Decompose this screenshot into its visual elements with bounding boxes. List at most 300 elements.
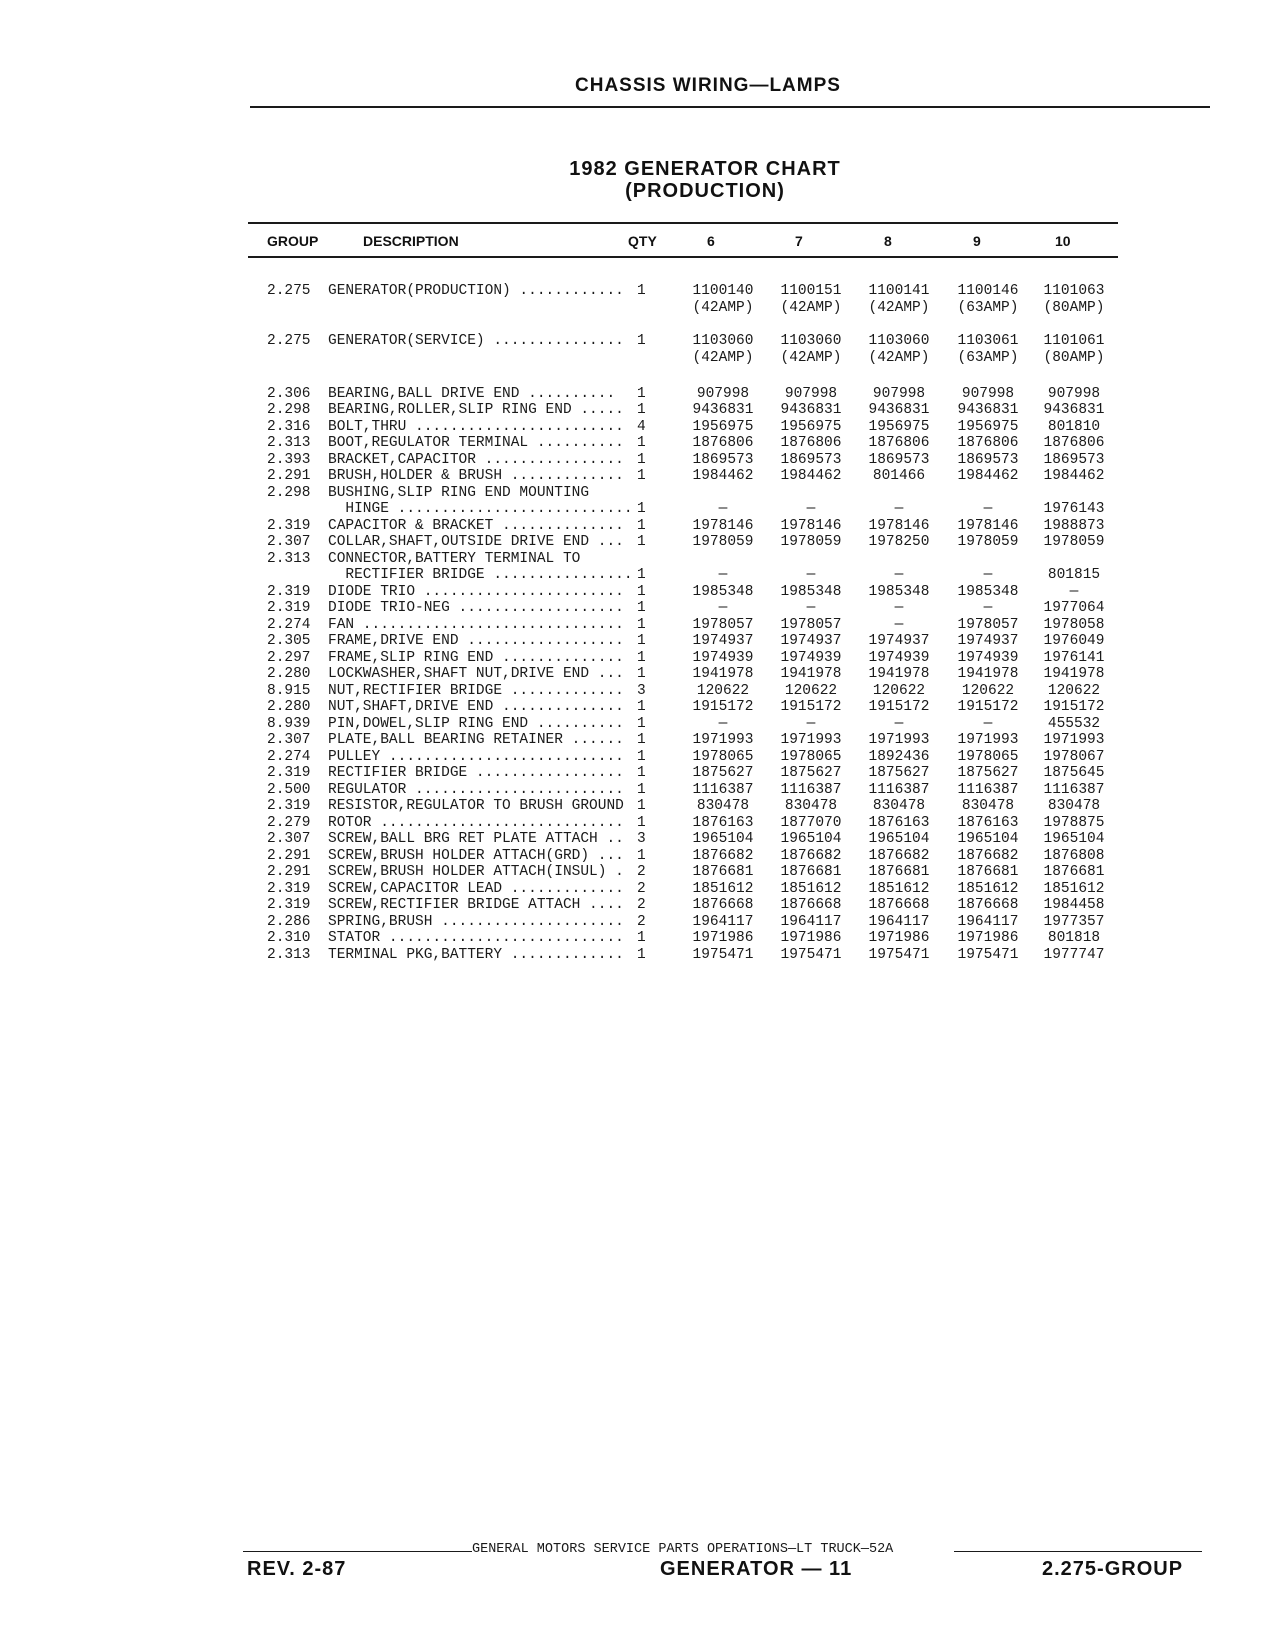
table-row [0, 947, 1280, 964]
part-number-cell: 1876808 [1043, 848, 1105, 864]
part-number-cell: 1876681 [868, 864, 930, 880]
part-number-cell: 907998 [872, 386, 926, 402]
part-number-cell: 1971986 [868, 930, 930, 946]
part-number-cell: — [806, 600, 816, 616]
part-number-cell: 1851612 [692, 881, 754, 897]
part-number-cell: 1876682 [692, 848, 754, 864]
part-number-cell: 1100140 [692, 283, 754, 299]
part-number-cell: 120622 [1047, 683, 1101, 699]
group-cell: 2.275 [267, 333, 311, 349]
description-cell: RECTIFIER BRIDGE ................ [328, 567, 633, 583]
part-number-cell: 1876681 [957, 864, 1019, 880]
qty-cell: 1 [637, 501, 646, 517]
part-number-cell: 1851612 [957, 881, 1019, 897]
qty-cell: 1 [637, 402, 646, 418]
qty-cell: 4 [637, 419, 646, 435]
part-number-cell: — [894, 567, 904, 583]
qty-cell: 1 [637, 584, 646, 600]
qty-cell: 1 [637, 732, 646, 748]
part-number-cell: 1978065 [692, 749, 754, 765]
qty-cell: 1 [637, 930, 646, 946]
table-row [0, 765, 1280, 782]
part-number-cell: 1875627 [957, 765, 1019, 781]
col-header-7: 7 [795, 233, 803, 249]
col-header-8: 8 [884, 233, 892, 249]
description-cell: SCREW,CAPACITOR LEAD ............. [328, 881, 624, 897]
part-number-cell: — [718, 567, 728, 583]
part-number-cell: — [894, 501, 904, 517]
part-number-cell: 801818 [1047, 930, 1101, 946]
part-number-cell: 1915172 [780, 699, 842, 715]
part-number-cell: 1875627 [780, 765, 842, 781]
group-cell: 2.316 [267, 419, 311, 435]
part-number-cell: 1876806 [868, 435, 930, 451]
part-number-cell: (80AMP) [1043, 350, 1105, 366]
description-cell: COLLAR,SHAFT,OUTSIDE DRIVE END ... [328, 534, 624, 550]
qty-cell: 1 [637, 617, 646, 633]
part-number-cell: 1974939 [692, 650, 754, 666]
part-number-cell: 1964117 [692, 914, 754, 930]
qty-cell: 1 [637, 947, 646, 963]
table-row [0, 485, 1280, 502]
part-number-cell: 1971986 [692, 930, 754, 946]
part-number-cell: — [718, 600, 728, 616]
part-number-cell: 1984462 [957, 468, 1019, 484]
part-number-cell: 830478 [961, 798, 1015, 814]
description-cell: FAN .............................. [328, 617, 624, 633]
part-number-cell: 1984458 [1043, 897, 1105, 913]
group-cell: 2.319 [267, 600, 311, 616]
part-number-cell: 1978059 [692, 534, 754, 550]
group-cell: 8.915 [267, 683, 311, 699]
part-number-cell: 1971993 [692, 732, 754, 748]
table-row [0, 815, 1280, 832]
part-number-cell: 1978058 [1043, 617, 1105, 633]
part-number-cell: 1100146 [957, 283, 1019, 299]
part-number-cell: 1978250 [868, 534, 930, 550]
part-number-cell: 1941978 [868, 666, 930, 682]
footer-rule-left [243, 1551, 472, 1552]
part-number-cell: 9436831 [1043, 402, 1105, 418]
part-number-cell: 1976141 [1043, 650, 1105, 666]
description-cell: STATOR ........................... [328, 930, 624, 946]
part-number-cell: 1956975 [780, 419, 842, 435]
table-row [0, 419, 1280, 436]
part-number-cell: (42AMP) [692, 300, 754, 316]
part-number-cell: 1965104 [957, 831, 1019, 847]
description-cell: NUT,SHAFT,DRIVE END .............. [328, 699, 624, 715]
description-cell: CAPACITOR & BRACKET .............. [328, 518, 624, 534]
group-cell: 2.393 [267, 452, 311, 468]
part-number-cell: 1116387 [780, 782, 842, 798]
table-row [0, 732, 1280, 749]
qty-cell: 2 [637, 864, 646, 880]
group-cell: 2.297 [267, 650, 311, 666]
group-cell: 2.305 [267, 633, 311, 649]
part-number-cell: 1975471 [868, 947, 930, 963]
table-row [0, 402, 1280, 419]
table-row [0, 283, 1280, 300]
qty-cell: 1 [637, 567, 646, 583]
part-number-cell: 801466 [872, 468, 926, 484]
part-number-cell: 1869573 [957, 452, 1019, 468]
group-cell: 2.286 [267, 914, 311, 930]
part-number-cell: — [718, 501, 728, 517]
part-number-cell: 1101063 [1043, 283, 1105, 299]
part-number-cell: 1103060 [692, 333, 754, 349]
part-number-cell: 1876806 [780, 435, 842, 451]
part-number-cell: 1985348 [692, 584, 754, 600]
qty-cell: 2 [637, 914, 646, 930]
part-number-cell: 1876681 [780, 864, 842, 880]
table-row [0, 600, 1280, 617]
part-number-cell: 9436831 [957, 402, 1019, 418]
qty-cell: 3 [637, 831, 646, 847]
part-number-cell: 907998 [961, 386, 1015, 402]
table-row [0, 831, 1280, 848]
part-number-cell: 120622 [961, 683, 1015, 699]
description-cell: GENERATOR(SERVICE) ............... [328, 333, 624, 349]
table-row [0, 452, 1280, 469]
part-number-cell: 1851612 [780, 881, 842, 897]
table-row [0, 333, 1280, 350]
table-row [0, 848, 1280, 865]
qty-cell: 1 [637, 468, 646, 484]
qty-cell: 2 [637, 897, 646, 913]
group-cell: 2.313 [267, 551, 311, 567]
group-cell: 2.319 [267, 518, 311, 534]
description-cell: RECTIFIER BRIDGE ................. [328, 765, 624, 781]
qty-cell: 1 [637, 333, 646, 349]
qty-cell: 1 [637, 650, 646, 666]
part-number-cell: 1941978 [780, 666, 842, 682]
qty-cell: 1 [637, 699, 646, 715]
part-number-cell: 1892436 [868, 749, 930, 765]
part-number-cell: 1978146 [780, 518, 842, 534]
description-cell: RESISTOR,REGULATOR TO BRUSH GROUND [328, 798, 624, 814]
description-cell: ROTOR ............................ [328, 815, 624, 831]
table-row [0, 386, 1280, 403]
group-cell: 2.274 [267, 617, 311, 633]
part-number-cell: — [894, 617, 904, 633]
part-number-cell: (42AMP) [780, 300, 842, 316]
group-cell: 2.291 [267, 848, 311, 864]
qty-cell: 1 [637, 666, 646, 682]
description-cell: BRACKET,CAPACITOR ................ [328, 452, 624, 468]
group-cell: 2.319 [267, 897, 311, 913]
table-row [0, 617, 1280, 634]
group-cell: 2.310 [267, 930, 311, 946]
part-number-cell: 1116387 [692, 782, 754, 798]
group-cell: 2.319 [267, 881, 311, 897]
part-number-cell: 1964117 [868, 914, 930, 930]
part-number-cell: 1876668 [692, 897, 754, 913]
table-row [0, 300, 1280, 317]
qty-cell: 1 [637, 518, 646, 534]
part-number-cell: 1956975 [692, 419, 754, 435]
part-number-cell: 1915172 [692, 699, 754, 715]
qty-cell: 1 [637, 765, 646, 781]
part-number-cell: 1869573 [1043, 452, 1105, 468]
group-cell: 2.319 [267, 584, 311, 600]
part-number-cell: 1978146 [957, 518, 1019, 534]
part-number-cell: 1978059 [957, 534, 1019, 550]
table-row [0, 518, 1280, 535]
part-number-cell: 1974939 [780, 650, 842, 666]
col-header-9: 9 [973, 233, 981, 249]
part-number-cell: — [894, 600, 904, 616]
part-number-cell: 1974937 [692, 633, 754, 649]
group-cell: 2.291 [267, 864, 311, 880]
group-cell: 2.291 [267, 468, 311, 484]
part-number-cell: — [983, 600, 993, 616]
description-cell: SCREW,RECTIFIER BRIDGE ATTACH .... [328, 897, 624, 913]
col-header-group: GROUP [267, 233, 319, 249]
description-cell: CONNECTOR,BATTERY TERMINAL TO [328, 551, 581, 567]
description-cell: LOCKWASHER,SHAFT NUT,DRIVE END ... [328, 666, 624, 682]
footer-group-ref: 2.275-GROUP [1042, 1558, 1184, 1580]
description-cell: GENERATOR(PRODUCTION) ............ [328, 283, 624, 299]
part-number-cell: 1869573 [692, 452, 754, 468]
part-number-cell: 120622 [872, 683, 926, 699]
part-number-cell: 1975471 [957, 947, 1019, 963]
table-row [0, 683, 1280, 700]
part-number-cell: 1876668 [868, 897, 930, 913]
group-cell: 2.275 [267, 283, 311, 299]
table-row [0, 716, 1280, 733]
part-number-cell: 120622 [784, 683, 838, 699]
part-number-cell: 1978875 [1043, 815, 1105, 831]
group-cell: 2.319 [267, 765, 311, 781]
part-number-cell: 1971986 [957, 930, 1019, 946]
description-cell: PULLEY ........................... [328, 749, 624, 765]
part-number-cell: 1956975 [957, 419, 1019, 435]
part-number-cell: 1965104 [868, 831, 930, 847]
part-number-cell: 120622 [696, 683, 750, 699]
description-cell: BRUSH,HOLDER & BRUSH ............. [328, 468, 624, 484]
part-number-cell: 1971993 [868, 732, 930, 748]
part-number-cell: — [983, 567, 993, 583]
table-row [0, 749, 1280, 766]
part-number-cell: 1100151 [780, 283, 842, 299]
part-number-cell: 830478 [872, 798, 926, 814]
part-number-cell: 1851612 [868, 881, 930, 897]
footer-page-number: GENERATOR — 11 [660, 1558, 853, 1580]
table-row [0, 551, 1280, 568]
part-number-cell: 1941978 [692, 666, 754, 682]
part-number-cell: 1101061 [1043, 333, 1105, 349]
part-number-cell: 1876806 [1043, 435, 1105, 451]
part-number-cell: 1103060 [780, 333, 842, 349]
part-number-cell: 1978057 [957, 617, 1019, 633]
part-number-cell: 455532 [1047, 716, 1101, 732]
part-number-cell: 1869573 [868, 452, 930, 468]
part-number-cell: 830478 [784, 798, 838, 814]
qty-cell: 1 [637, 534, 646, 550]
part-number-cell: 1116387 [1043, 782, 1105, 798]
part-number-cell: 1941978 [957, 666, 1019, 682]
part-number-cell: (63AMP) [957, 300, 1019, 316]
part-number-cell: 1876163 [868, 815, 930, 831]
part-number-cell: 1978146 [868, 518, 930, 534]
part-number-cell: 1876806 [957, 435, 1019, 451]
part-number-cell: 1978059 [1043, 534, 1105, 550]
table-row [0, 584, 1280, 601]
table-row [0, 666, 1280, 683]
group-cell: 2.313 [267, 435, 311, 451]
part-number-cell: 1877070 [780, 815, 842, 831]
part-number-cell: 1876163 [957, 815, 1019, 831]
part-number-cell: 1956975 [868, 419, 930, 435]
group-cell: 2.280 [267, 699, 311, 715]
part-number-cell: 1976049 [1043, 633, 1105, 649]
col-header-10: 10 [1055, 233, 1071, 249]
table-row [0, 534, 1280, 551]
description-cell: FRAME,DRIVE END .................. [328, 633, 624, 649]
part-number-cell: 1974939 [957, 650, 1019, 666]
qty-cell: 1 [637, 386, 646, 402]
table-row [0, 897, 1280, 914]
part-number-cell: 1116387 [957, 782, 1019, 798]
part-number-cell: 1985348 [868, 584, 930, 600]
part-number-cell: 801815 [1047, 567, 1101, 583]
footer-revision: REV. 2-87 [247, 1558, 347, 1580]
part-number-cell: 1876163 [692, 815, 754, 831]
part-number-cell: 1915172 [957, 699, 1019, 715]
part-number-cell: 1974937 [957, 633, 1019, 649]
part-number-cell: 1978065 [957, 749, 1019, 765]
qty-cell: 1 [637, 435, 646, 451]
part-number-cell: 1965104 [780, 831, 842, 847]
part-number-cell: 801810 [1047, 419, 1101, 435]
description-cell: HINGE ........................... [328, 501, 633, 517]
description-cell: BEARING,BALL DRIVE END .......... [328, 386, 616, 402]
part-number-cell: 1971993 [957, 732, 1019, 748]
part-number-cell: 1965104 [692, 831, 754, 847]
part-number-cell: 1977357 [1043, 914, 1105, 930]
group-cell: 2.279 [267, 815, 311, 831]
header-rule [250, 106, 1210, 108]
part-number-cell: 830478 [1047, 798, 1101, 814]
group-cell: 2.298 [267, 402, 311, 418]
part-number-cell: (63AMP) [957, 350, 1019, 366]
table-row [0, 435, 1280, 452]
part-number-cell: (42AMP) [868, 350, 930, 366]
part-number-cell: 1977064 [1043, 600, 1105, 616]
group-cell: 2.306 [267, 386, 311, 402]
part-number-cell: 1984462 [692, 468, 754, 484]
part-number-cell: — [806, 567, 816, 583]
table-row [0, 864, 1280, 881]
part-number-cell: 1985348 [780, 584, 842, 600]
col-header-6: 6 [707, 233, 715, 249]
group-cell: 2.319 [267, 798, 311, 814]
part-number-cell: (42AMP) [780, 350, 842, 366]
part-number-cell: — [1069, 584, 1079, 600]
group-cell: 2.307 [267, 534, 311, 550]
part-number-cell: 1941978 [1043, 666, 1105, 682]
description-cell: SCREW,BRUSH HOLDER ATTACH(INSUL) . [328, 864, 624, 880]
part-number-cell: 1915172 [868, 699, 930, 715]
part-number-cell: 1876682 [780, 848, 842, 864]
part-number-cell: 1974937 [780, 633, 842, 649]
part-number-cell: (80AMP) [1043, 300, 1105, 316]
qty-cell: 1 [637, 749, 646, 765]
table-row [0, 650, 1280, 667]
group-cell: 2.307 [267, 732, 311, 748]
part-number-cell: 1978057 [692, 617, 754, 633]
part-number-cell: 1978057 [780, 617, 842, 633]
group-cell: 2.500 [267, 782, 311, 798]
group-cell: 2.280 [267, 666, 311, 682]
part-number-cell: 9436831 [780, 402, 842, 418]
description-cell: PIN,DOWEL,SLIP RING END .......... [328, 716, 624, 732]
group-cell: 2.298 [267, 485, 311, 501]
description-cell: TERMINAL PKG,BATTERY ............. [328, 947, 624, 963]
part-number-cell: — [806, 716, 816, 732]
part-number-cell: — [806, 501, 816, 517]
group-cell: 2.274 [267, 749, 311, 765]
part-number-cell: 1876681 [692, 864, 754, 880]
qty-cell: 1 [637, 798, 646, 814]
part-number-cell: 1978065 [780, 749, 842, 765]
qty-cell: 1 [637, 716, 646, 732]
table-row [0, 567, 1280, 584]
part-number-cell: 1103060 [868, 333, 930, 349]
chart-subtitle: (PRODUCTION) [625, 180, 785, 202]
part-number-cell: 1876668 [780, 897, 842, 913]
part-number-cell: 1984462 [780, 468, 842, 484]
part-number-cell: 1116387 [868, 782, 930, 798]
description-cell: NUT,RECTIFIER BRIDGE ............. [328, 683, 624, 699]
part-number-cell: (42AMP) [868, 300, 930, 316]
table-row [0, 350, 1280, 367]
part-number-cell: 1985348 [957, 584, 1019, 600]
qty-cell: 3 [637, 683, 646, 699]
part-number-cell: 1978067 [1043, 749, 1105, 765]
description-cell: BEARING,ROLLER,SLIP RING END ..... [328, 402, 624, 418]
description-cell: DIODE TRIO-NEG ................... [328, 600, 624, 616]
footer-rule-right [954, 1551, 1202, 1552]
part-number-cell: — [718, 716, 728, 732]
qty-cell: 1 [637, 452, 646, 468]
table-row [0, 468, 1280, 485]
part-number-cell: (42AMP) [692, 350, 754, 366]
part-number-cell: 1876668 [957, 897, 1019, 913]
part-number-cell: — [894, 716, 904, 732]
part-number-cell: — [983, 501, 993, 517]
description-cell: FRAME,SLIP RING END .............. [328, 650, 624, 666]
part-number-cell: 907998 [1047, 386, 1101, 402]
description-cell: SPRING,BRUSH ..................... [328, 914, 624, 930]
part-number-cell: 1876806 [692, 435, 754, 451]
page-section-title: CHASSIS WIRING—LAMPS [575, 75, 841, 96]
table-row [0, 930, 1280, 947]
chart-title: 1982 GENERATOR CHART [569, 158, 841, 180]
part-number-cell: 9436831 [692, 402, 754, 418]
group-cell: 8.939 [267, 716, 311, 732]
table-row [0, 699, 1280, 716]
description-cell: REGULATOR ........................ [328, 782, 624, 798]
qty-cell: 2 [637, 881, 646, 897]
group-cell: 2.307 [267, 831, 311, 847]
qty-cell: 1 [637, 815, 646, 831]
part-number-cell: 1976143 [1043, 501, 1105, 517]
part-number-cell: 1103061 [957, 333, 1019, 349]
part-number-cell: 1978059 [780, 534, 842, 550]
part-number-cell: 1875627 [868, 765, 930, 781]
description-cell: PLATE,BALL BEARING RETAINER ...... [328, 732, 624, 748]
